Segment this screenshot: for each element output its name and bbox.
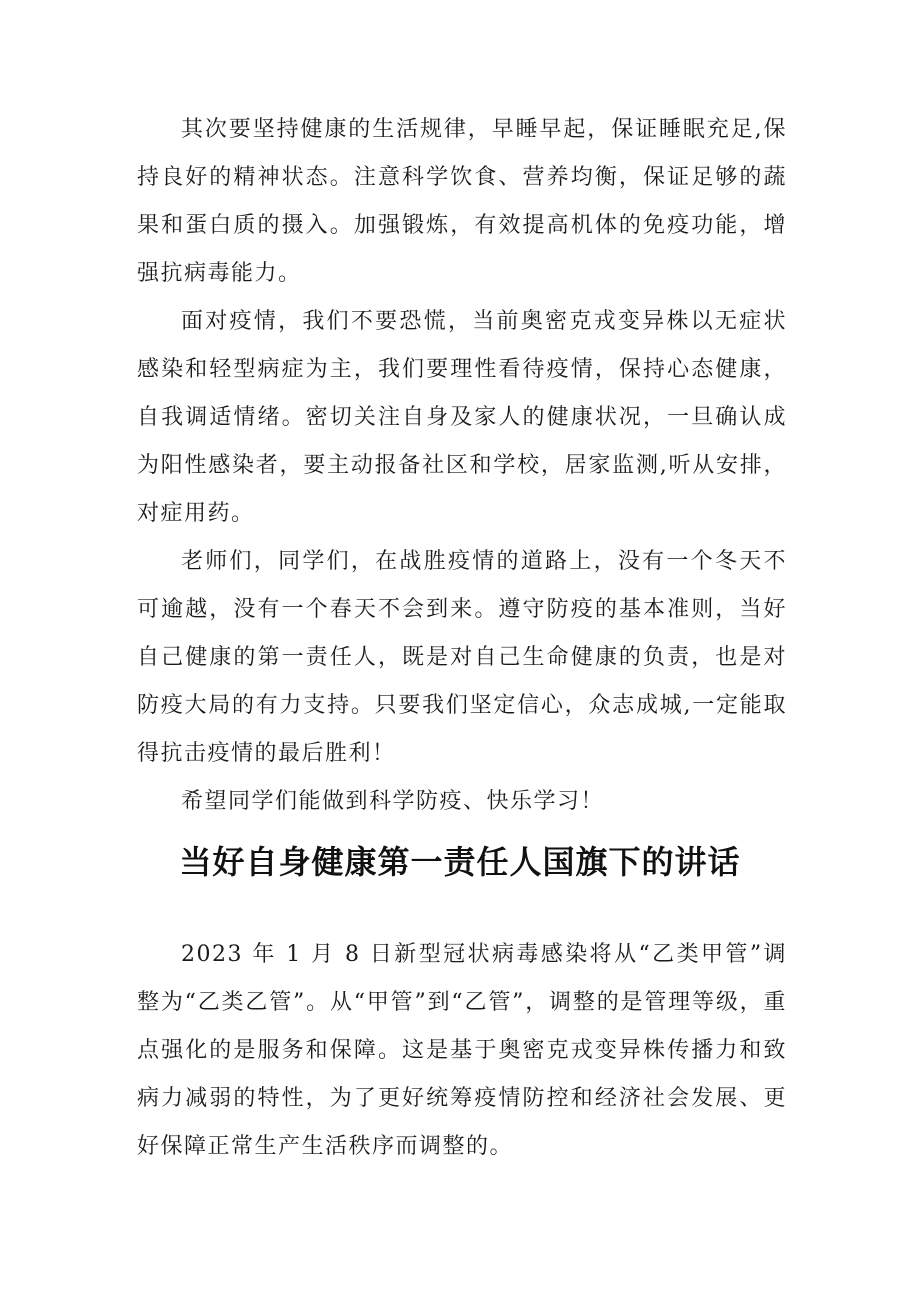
- paragraph-healthy-habits: 其次要坚持健康的生活规律，早睡早起，保证睡眠充足,保持良好的精神状态。注意科学饮食、营养均衡，保证足够的蔬果和蛋白质的摄入。加强锻炼，有效提高机体的免疫功能，增强抗病毒能力。: [137, 117, 787, 286]
- speech-title: 当好自身健康第一责任人国旗下的讲话: [179, 843, 741, 881]
- speech-body-new: [137, 931, 787, 1171]
- paragraph-policy-change: 2023 年 1 月 8 日新型冠状病毒感染将从“乙类甲管”调整为“乙类乙管”。从“甲管”到“乙管”，调整的是管理等级，重点强化的是服务和保障。这是基于奥密克戎变异株传播力和致病力减弱的特性，为了更好统筹疫情防控和经济社会发展、更好保障正常生产生活秩序而调整的。: [137, 942, 787, 1159]
- paragraph-teachers-students: 老师们，同学们，在战胜疫情的道路上，没有一个冬天不可逾越，没有一个春天不会到来。遵守防疫的基本准则，当好自己健康的第一责任人，既是对自己生命健康的负责，也是对防疫大局的有力支持。只要我们坚定信心，众志成城,一定能取得抗击疫情的最后胜利！: [137, 549, 787, 766]
- paragraph-face-epidemic: 面对疫情，我们不要恐慌，当前奥密克戎变异株以无症状感染和轻型病症为主，我们要理性看待疫情，保持心态健康，自我调适情绪。密切关注自身及家人的健康状况，一旦确认成为阳性感染者，要主动报备社区和学校，居家监测,听从安排，对症用药。: [137, 309, 787, 526]
- paragraph-closing-wish: 希望同学们能做到科学防疫、快乐学习！: [181, 789, 605, 814]
- speech-body-continued: [137, 106, 787, 826]
